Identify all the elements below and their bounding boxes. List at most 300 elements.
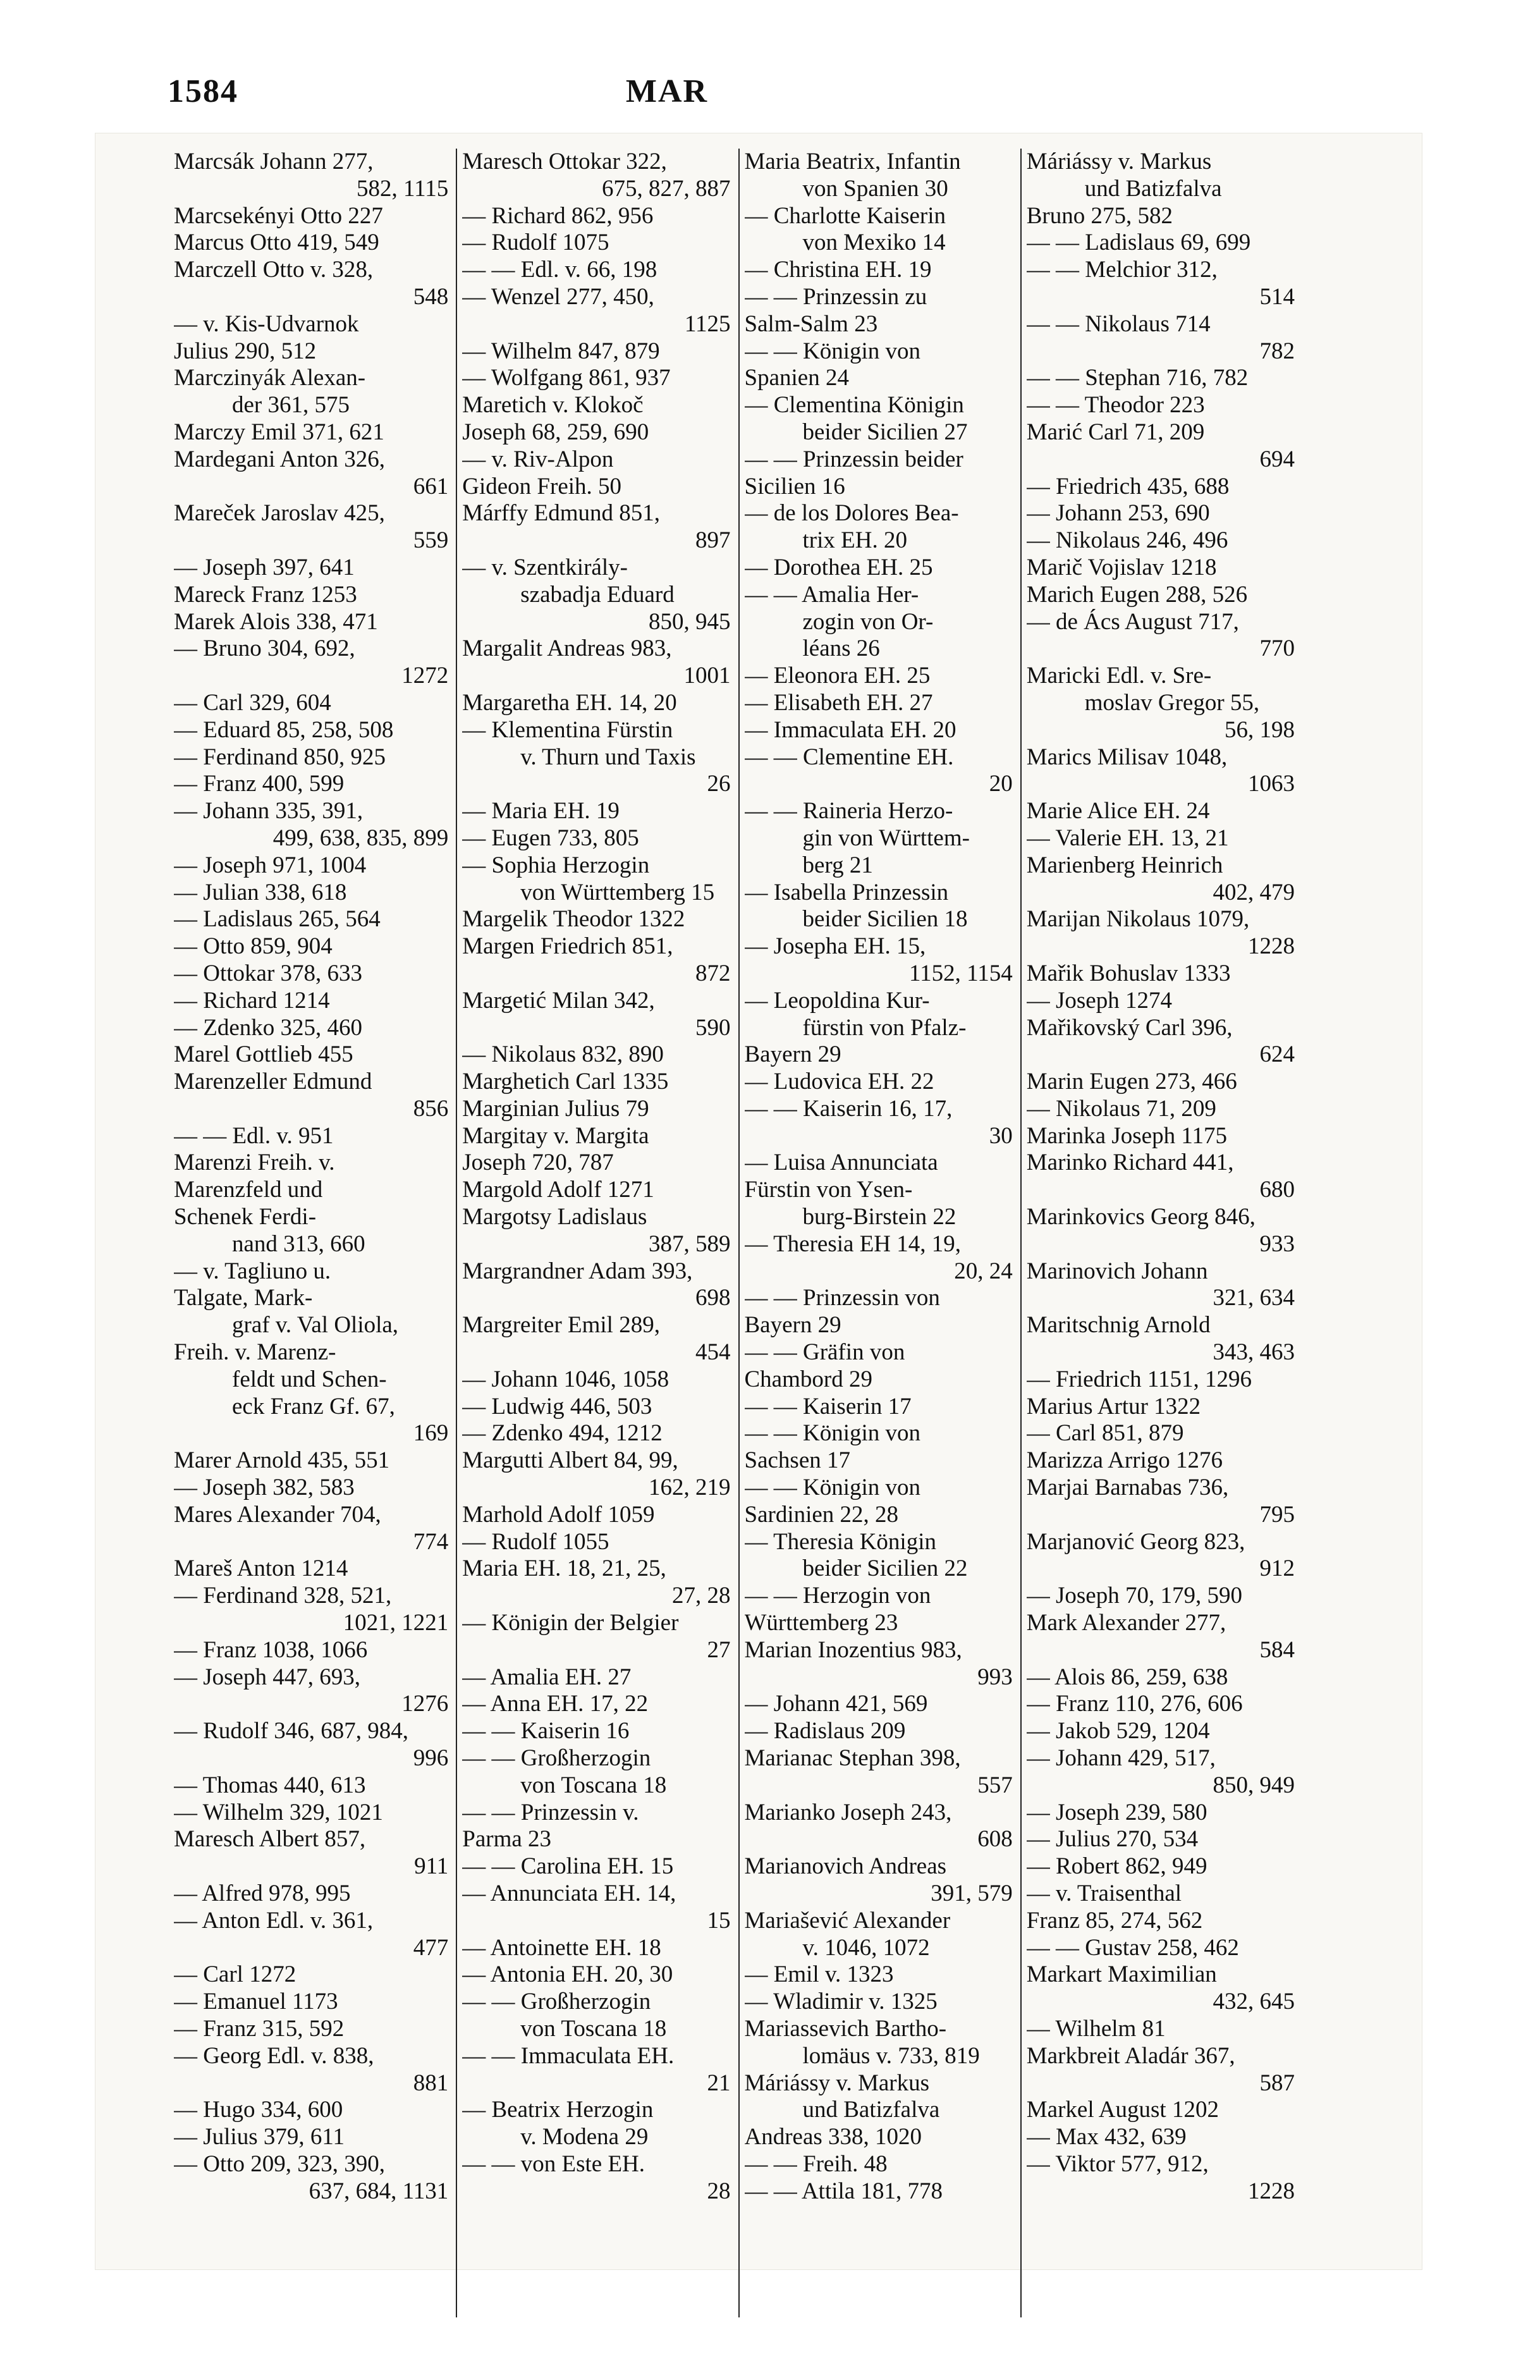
index-entry: 26 bbox=[707, 771, 731, 797]
index-entry: — Joseph 382, 583 bbox=[174, 1475, 355, 1501]
index-entry: 582, 1115 bbox=[356, 175, 449, 202]
index-entry: — — Immaculata EH. bbox=[462, 2042, 675, 2069]
index-entry: — — Gräfin von bbox=[744, 1339, 905, 1366]
index-entry: Maria Beatrix, Infantin bbox=[744, 149, 961, 175]
index-entry: — Carl 329, 604 bbox=[174, 689, 331, 716]
index-entry: Marenzeller Edmund bbox=[174, 1069, 372, 1095]
index-entry: — Wolfgang 861, 937 bbox=[462, 365, 671, 391]
index-entry: Marel Gottlieb 455 bbox=[174, 1041, 353, 1068]
index-entry: 20 bbox=[989, 771, 1013, 797]
index-entry: — Radislaus 209 bbox=[744, 1718, 906, 1745]
index-entry: von Württemberg 15 bbox=[520, 879, 715, 905]
index-entry: berg 21 bbox=[802, 852, 873, 878]
index-entry: Marius Artur 1322 bbox=[1026, 1393, 1201, 1420]
index-entry: 637, 684, 1131 bbox=[309, 2178, 449, 2204]
index-entry: — Wenzel 277, 450, bbox=[462, 283, 654, 310]
page-header bbox=[168, 66, 1166, 117]
index-entry: — — Prinzessin zu bbox=[744, 283, 927, 310]
index-entry: Margetić Milan 342, bbox=[462, 987, 655, 1014]
index-entry: Marinka Joseph 1175 bbox=[1026, 1122, 1227, 1149]
index-entry: 912 bbox=[1259, 1555, 1295, 1582]
index-entry: Fürstin von Ysen- bbox=[744, 1177, 913, 1203]
index-entry: — Charlotte Kaiserin bbox=[744, 202, 946, 229]
index-entry: — Antonia EH. 20, 30 bbox=[462, 1961, 673, 1988]
index-entry: — Anna EH. 17, 22 bbox=[462, 1691, 649, 1717]
index-entry: beider Sicilien 18 bbox=[802, 906, 968, 933]
index-entry: Marin Eugen 273, 466 bbox=[1026, 1069, 1237, 1095]
index-entry: Mareck Franz 1253 bbox=[174, 581, 357, 608]
index-entry: von Toscana 18 bbox=[520, 1772, 667, 1798]
index-entry: der 361, 575 bbox=[232, 392, 350, 419]
index-entry: — — Kaiserin 16 bbox=[462, 1718, 630, 1745]
index-entry: Marics Milisav 1048, bbox=[1026, 744, 1228, 770]
index-entry: Margen Friedrich 851, bbox=[462, 933, 673, 960]
index-entry: 770 bbox=[1259, 635, 1295, 662]
index-entry: Maresch Ottokar 322, bbox=[462, 149, 667, 175]
index-entry: 432, 645 bbox=[1213, 1989, 1295, 2015]
index-entry: Bayern 29 bbox=[744, 1312, 841, 1339]
index-entry: — Friedrich 1151, 1296 bbox=[1026, 1366, 1252, 1392]
index-entry: 387, 589 bbox=[649, 1230, 731, 1257]
index-entry: zogin von Or- bbox=[802, 608, 934, 635]
index-entry: 881 bbox=[413, 2070, 449, 2096]
index-entry: — — Königin von bbox=[744, 338, 921, 364]
index-entry: — Julius 379, 611 bbox=[174, 2124, 345, 2150]
index-entry: szabadja Eduard bbox=[520, 581, 675, 608]
index-entry: 162, 219 bbox=[649, 1475, 731, 1501]
index-entry: — — Edl. v. 66, 198 bbox=[462, 257, 657, 283]
index-entry: Marghetich Carl 1335 bbox=[462, 1069, 669, 1095]
index-entry: — Joseph 397, 641 bbox=[174, 554, 355, 580]
index-entry: beider Sicilien 27 bbox=[802, 419, 968, 445]
index-entry: 993 bbox=[977, 1664, 1013, 1690]
index-entry: Margotsy Ladislaus bbox=[462, 1204, 647, 1230]
index-entry: — Max 432, 639 bbox=[1026, 2124, 1187, 2150]
index-entry: léans 26 bbox=[802, 635, 880, 662]
index-entry: 587 bbox=[1259, 2070, 1295, 2096]
index-entry: — Isabella Prinzessin bbox=[744, 879, 949, 905]
index-entry: Bayern 29 bbox=[744, 1041, 841, 1068]
index-entry: Bruno 275, 582 bbox=[1026, 202, 1173, 229]
index-entry: fürstin von Pfalz- bbox=[802, 1014, 967, 1041]
index-entry: Margold Adolf 1271 bbox=[462, 1177, 654, 1203]
index-entry: 28 bbox=[707, 2178, 731, 2204]
index-entry: 996 bbox=[413, 1745, 449, 1772]
index-entry: Marjanović Georg 823, bbox=[1026, 1528, 1245, 1555]
index-entry: Maricki Edl. v. Sre- bbox=[1026, 663, 1212, 689]
index-entry: 559 bbox=[413, 527, 449, 554]
index-entry: — — Freih. 48 bbox=[744, 2150, 888, 2177]
index-entry: Maritschnig Arnold bbox=[1026, 1312, 1211, 1339]
index-entry: Sicilien 16 bbox=[744, 473, 845, 500]
index-entry: — Johann 421, 569 bbox=[744, 1691, 928, 1717]
index-entry: — Elisabeth EH. 27 bbox=[744, 689, 933, 716]
index-entry: 557 bbox=[977, 1772, 1013, 1798]
index-entry: 15 bbox=[707, 1907, 731, 1934]
index-entry: 661 bbox=[413, 473, 449, 500]
index-entry: — Eduard 85, 258, 508 bbox=[174, 716, 394, 743]
index-entry: Margutti Albert 84, 99, bbox=[462, 1447, 678, 1474]
index-entry: nand 313, 660 bbox=[232, 1230, 365, 1257]
index-entry: — Valerie EH. 13, 21 bbox=[1026, 825, 1229, 851]
index-entry: — Johann 429, 517, bbox=[1026, 1745, 1216, 1772]
index-entry: 933 bbox=[1259, 1230, 1295, 1257]
index-entry: 872 bbox=[695, 960, 731, 986]
index-entry: — Eleonora EH. 25 bbox=[744, 663, 931, 689]
index-entry: 911 bbox=[414, 1853, 449, 1880]
index-entry: 21 bbox=[707, 2070, 731, 2096]
index-entry: 850, 945 bbox=[649, 608, 731, 635]
index-entry: — — Königin von bbox=[744, 1420, 921, 1447]
index-entry: 1272 bbox=[401, 663, 449, 689]
index-entry: Maretich v. Klokoč bbox=[462, 392, 644, 419]
index-entry: lomäus v. 733, 819 bbox=[802, 2042, 980, 2069]
index-entry: — Ferdinand 328, 521, bbox=[174, 1583, 392, 1609]
index-entry: — Rudolf 1075 bbox=[462, 230, 609, 256]
index-entry: Parma 23 bbox=[462, 1826, 552, 1853]
index-entry: — Amalia EH. 27 bbox=[462, 1664, 632, 1690]
index-entry: Marich Eugen 288, 526 bbox=[1026, 581, 1248, 608]
index-entry: — v. Kis-Udvarnok bbox=[174, 310, 359, 337]
index-entry: 624 bbox=[1259, 1041, 1295, 1068]
index-entry: Marič Vojislav 1218 bbox=[1026, 554, 1217, 580]
index-entry: — — Kaiserin 16, 17, bbox=[744, 1095, 953, 1122]
index-entry: Máriássy v. Markus bbox=[744, 2070, 930, 2096]
index-entry: — Nikolaus 246, 496 bbox=[1026, 527, 1228, 554]
index-entry: 1228 bbox=[1248, 933, 1295, 960]
index-entry: feldt und Schen- bbox=[232, 1366, 387, 1392]
index-entry: von Toscana 18 bbox=[520, 2015, 667, 2042]
index-entry: — Jakob 529, 1204 bbox=[1026, 1718, 1210, 1745]
index-entry: Margitay v. Margita bbox=[462, 1122, 649, 1149]
index-entry: 169 bbox=[413, 1420, 449, 1447]
index-columns bbox=[174, 149, 1302, 2317]
index-entry: — Clementina Königin bbox=[744, 392, 964, 419]
index-entry: Mardegani Anton 326, bbox=[174, 446, 385, 472]
index-entry: — Viktor 577, 912, bbox=[1026, 2150, 1209, 2177]
index-entry: — — Stephan 716, 782 bbox=[1026, 365, 1249, 391]
index-entry: — Immaculata EH. 20 bbox=[744, 716, 956, 743]
index-entry: Maria EH. 18, 21, 25, bbox=[462, 1555, 666, 1582]
index-entry: Marizza Arrigo 1276 bbox=[1026, 1447, 1223, 1474]
index-entry: v. 1046, 1072 bbox=[802, 1934, 930, 1961]
index-entry: trix EH. 20 bbox=[802, 527, 907, 554]
index-entry: 343, 463 bbox=[1213, 1339, 1295, 1366]
index-entry: — Ludovica EH. 22 bbox=[744, 1069, 934, 1095]
index-entry: Margelik Theodor 1322 bbox=[462, 906, 685, 933]
index-entry: — — Prinzessin beider bbox=[744, 446, 963, 472]
index-entry: — Ferdinand 850, 925 bbox=[174, 744, 386, 770]
index-entry: — Rudolf 346, 687, 984, bbox=[174, 1718, 409, 1745]
index-entry: — Ottokar 378, 633 bbox=[174, 960, 363, 986]
index-entry: Sachsen 17 bbox=[744, 1447, 850, 1474]
index-entry: Gideon Freih. 50 bbox=[462, 473, 622, 500]
index-entry: Marcus Otto 419, 549 bbox=[174, 230, 379, 256]
index-column-1 bbox=[174, 149, 456, 2317]
index-entry: — Carl 1272 bbox=[174, 1961, 296, 1988]
index-entry: 584 bbox=[1259, 1636, 1295, 1663]
index-entry: und Batizfalva bbox=[802, 2097, 940, 2123]
index-entry: Mariašević Alexander bbox=[744, 1907, 951, 1934]
index-entry: 795 bbox=[1259, 1501, 1295, 1528]
index-entry: — Alois 86, 259, 638 bbox=[1026, 1664, 1228, 1690]
index-entry: — Johann 1046, 1058 bbox=[462, 1366, 669, 1392]
index-entry: 590 bbox=[695, 1014, 731, 1041]
index-entry: — Robert 862, 949 bbox=[1026, 1853, 1207, 1880]
index-entry: Mariassevich Bartho- bbox=[744, 2015, 947, 2042]
index-entry: 1125 bbox=[684, 310, 731, 337]
index-entry: Márffy Edmund 851, bbox=[462, 500, 660, 527]
index-entry: burg-Birstein 22 bbox=[802, 1204, 956, 1230]
index-entry: Marcsák Johann 277, bbox=[174, 149, 374, 175]
index-entry: Marianko Joseph 243, bbox=[744, 1799, 952, 1825]
index-entry: Spanien 24 bbox=[744, 365, 849, 391]
index-entry: Salm-Salm 23 bbox=[744, 310, 878, 337]
index-entry: — Julius 270, 534 bbox=[1026, 1826, 1199, 1853]
index-entry: Marhold Adolf 1059 bbox=[462, 1501, 655, 1528]
index-entry: — — Kaiserin 17 bbox=[744, 1393, 912, 1420]
index-entry: — — Amalia Her- bbox=[744, 581, 919, 608]
index-entry: Máriássy v. Markus bbox=[1026, 149, 1212, 175]
index-entry: — v. Szentkirály- bbox=[462, 554, 628, 580]
index-entry: — Josepha EH. 15, bbox=[744, 933, 926, 960]
index-entry: — Franz 110, 276, 606 bbox=[1026, 1691, 1243, 1717]
index-entry: Chambord 29 bbox=[744, 1366, 872, 1392]
index-column-4 bbox=[1020, 149, 1302, 2317]
index-entry: — Klementina Fürstin bbox=[462, 716, 673, 743]
index-entry: 499, 638, 835, 899 bbox=[272, 825, 449, 851]
index-entry: eck Franz Gf. 67, bbox=[232, 1393, 395, 1420]
index-entry: 27, 28 bbox=[672, 1583, 731, 1609]
index-entry: — Franz 1038, 1066 bbox=[174, 1636, 368, 1663]
index-entry: Marcsekényi Otto 227 bbox=[174, 202, 383, 229]
index-entry: Marinkovics Georg 846, bbox=[1026, 1204, 1256, 1230]
index-entry: Marie Alice EH. 24 bbox=[1026, 798, 1210, 825]
index-entry: — Johann 253, 690 bbox=[1026, 500, 1210, 527]
index-entry: 402, 479 bbox=[1213, 879, 1295, 905]
index-entry: Marjai Barnabas 736, bbox=[1026, 1475, 1229, 1501]
index-entry: 698 bbox=[695, 1285, 731, 1311]
index-entry: 774 bbox=[413, 1528, 449, 1555]
index-entry: Margaretha EH. 14, 20 bbox=[462, 689, 677, 716]
index-entry: — v. Tagliuno u. bbox=[174, 1258, 331, 1284]
index-entry: 27 bbox=[707, 1636, 731, 1663]
index-entry: Marianovich Andreas bbox=[744, 1853, 947, 1880]
index-entry: — — Edl. v. 951 bbox=[174, 1122, 334, 1149]
index-entry: 608 bbox=[977, 1826, 1013, 1853]
index-entry: — Antoinette EH. 18 bbox=[462, 1934, 661, 1961]
index-entry: Julius 290, 512 bbox=[174, 338, 317, 364]
index-entry: — Ludwig 446, 503 bbox=[462, 1393, 652, 1420]
index-entry: moslav Gregor 55, bbox=[1084, 689, 1260, 716]
index-entry: Mares Alexander 704, bbox=[174, 1501, 381, 1528]
index-entry: Andreas 338, 1020 bbox=[744, 2124, 922, 2150]
index-entry: Franz 85, 274, 562 bbox=[1026, 1907, 1203, 1934]
index-entry: v. Thurn und Taxis bbox=[520, 744, 696, 770]
index-entry: — — Raineria Herzo- bbox=[744, 798, 953, 825]
index-entry: — Rudolf 1055 bbox=[462, 1528, 609, 1555]
index-entry: — v. Traisenthal bbox=[1026, 1880, 1182, 1906]
index-column-3 bbox=[738, 149, 1020, 2317]
index-entry: — Theresia Königin bbox=[744, 1528, 936, 1555]
index-entry: Joseph 68, 259, 690 bbox=[462, 419, 649, 445]
index-entry: — Franz 400, 599 bbox=[174, 771, 345, 797]
index-entry: — — Ladislaus 69, 699 bbox=[1026, 230, 1251, 256]
index-entry: — Bruno 304, 692, bbox=[174, 635, 355, 662]
index-entry: — v. Riv-Alpon bbox=[462, 446, 614, 472]
index-entry: Marian Inozentius 983, bbox=[744, 1636, 962, 1663]
index-entry: Mařik Bohuslav 1333 bbox=[1026, 960, 1231, 986]
index-entry: — Johann 335, 391, bbox=[174, 798, 364, 825]
index-entry: 675, 827, 887 bbox=[602, 175, 731, 202]
index-entry: — — Prinzessin von bbox=[744, 1285, 940, 1311]
index-entry: — de los Dolores Bea- bbox=[744, 500, 959, 527]
index-entry: — — Prinzessin v. bbox=[462, 1799, 639, 1825]
index-entry: 1063 bbox=[1248, 771, 1295, 797]
index-entry: — — Clementine EH. bbox=[744, 744, 954, 770]
index-entry: 477 bbox=[413, 1934, 449, 1961]
index-entry: — Annunciata EH. 14, bbox=[462, 1880, 676, 1906]
index-entry: — Joseph 971, 1004 bbox=[174, 852, 367, 878]
index-entry: 856 bbox=[413, 1095, 449, 1122]
index-entry: — Richard 862, 956 bbox=[462, 202, 654, 229]
index-entry: gin von Württem- bbox=[802, 825, 970, 851]
index-entry: — Sophia Herzogin bbox=[462, 852, 650, 878]
index-entry: Margreiter Emil 289, bbox=[462, 1312, 660, 1339]
index-entry: 514 bbox=[1259, 283, 1295, 310]
index-entry: — Zdenko 494, 1212 bbox=[462, 1420, 663, 1447]
index-entry: — Otto 209, 323, 390, bbox=[174, 2150, 386, 2177]
index-entry: — Christina EH. 19 bbox=[744, 257, 932, 283]
index-entry: 30 bbox=[989, 1122, 1013, 1149]
index-entry: 694 bbox=[1259, 446, 1295, 472]
index-entry: Marinko Richard 441, bbox=[1026, 1150, 1234, 1176]
index-entry: — — Großherzogin bbox=[462, 1989, 651, 2015]
page-number: 1584 bbox=[168, 73, 238, 109]
index-entry: 321, 634 bbox=[1213, 1285, 1295, 1311]
index-entry: Mareš Anton 1214 bbox=[174, 1555, 348, 1582]
index-entry: 548 bbox=[413, 283, 449, 310]
index-entry: Marczell Otto v. 328, bbox=[174, 257, 374, 283]
index-entry: Mařikovský Carl 396, bbox=[1026, 1014, 1233, 1041]
index-entry: — Otto 859, 904 bbox=[174, 933, 333, 960]
index-entry: — Zdenko 325, 460 bbox=[174, 1014, 363, 1041]
index-entry: — Emil v. 1323 bbox=[744, 1961, 894, 1988]
index-entry: Marić Carl 71, 209 bbox=[1026, 419, 1205, 445]
index-entry: — — Attila 181, 778 bbox=[744, 2178, 943, 2204]
index-entry: Marczy Emil 371, 621 bbox=[174, 419, 384, 445]
index-entry: 680 bbox=[1259, 1177, 1295, 1203]
index-entry: Marijan Nikolaus 1079, bbox=[1026, 906, 1250, 933]
index-entry: — Joseph 447, 693, bbox=[174, 1664, 360, 1690]
index-entry: — Alfred 978, 995 bbox=[174, 1880, 351, 1906]
index-entry: Marinovich Johann bbox=[1026, 1258, 1208, 1284]
index-entry: Talgate, Mark- bbox=[174, 1285, 313, 1311]
index-entry: — Wilhelm 81 bbox=[1026, 2015, 1166, 2042]
index-entry: 850, 949 bbox=[1213, 1772, 1295, 1798]
index-entry: — Friedrich 435, 688 bbox=[1026, 473, 1230, 500]
index-entry: — Beatrix Herzogin bbox=[462, 2097, 654, 2123]
index-entry: — Ladislaus 265, 564 bbox=[174, 906, 381, 933]
index-entry: — Emanuel 1173 bbox=[174, 1989, 338, 2015]
index-entry: Margalit Andreas 983, bbox=[462, 635, 672, 662]
index-entry: — Wilhelm 847, 879 bbox=[462, 338, 660, 364]
index-entry: Mark Alexander 277, bbox=[1026, 1610, 1226, 1636]
index-entry: Markel August 1202 bbox=[1026, 2097, 1219, 2123]
index-entry: Joseph 720, 787 bbox=[462, 1150, 614, 1176]
index-entry: und Batizfalva bbox=[1084, 175, 1222, 202]
index-entry: 782 bbox=[1259, 338, 1295, 364]
index-entry: Freih. v. Marenz- bbox=[174, 1339, 336, 1366]
index-entry: graf v. Val Oliola, bbox=[232, 1312, 399, 1339]
index-entry: 454 bbox=[695, 1339, 731, 1366]
index-entry: Marianac Stephan 398, bbox=[744, 1745, 961, 1772]
index-entry: 1021, 1221 bbox=[343, 1610, 449, 1636]
index-entry: — Hugo 334, 600 bbox=[174, 2097, 343, 2123]
index-entry: — Joseph 1274 bbox=[1026, 987, 1172, 1014]
index-entry: von Mexiko 14 bbox=[802, 230, 946, 256]
index-entry: Sardinien 22, 28 bbox=[744, 1501, 899, 1528]
index-entry: — Dorothea EH. 25 bbox=[744, 554, 933, 580]
index-entry: v. Modena 29 bbox=[520, 2124, 649, 2150]
index-entry: 391, 579 bbox=[931, 1880, 1013, 1906]
index-entry: von Spanien 30 bbox=[802, 175, 948, 202]
index-entry: — Eugen 733, 805 bbox=[462, 825, 639, 851]
index-entry: 897 bbox=[695, 527, 731, 554]
index-entry: — Joseph 239, 580 bbox=[1026, 1799, 1207, 1825]
index-entry: — Anton Edl. v. 361, bbox=[174, 1907, 374, 1934]
index-entry: Marek Alois 338, 471 bbox=[174, 608, 378, 635]
index-entry: — — Nikolaus 714 bbox=[1026, 310, 1211, 337]
index-column-2 bbox=[456, 149, 738, 2317]
index-entry: — Theresia EH 14, 19, bbox=[744, 1230, 962, 1257]
index-entry: — Nikolaus 832, 890 bbox=[462, 1041, 664, 1068]
index-entry: — — Gustav 258, 462 bbox=[1026, 1934, 1239, 1961]
index-entry: — Thomas 440, 613 bbox=[174, 1772, 366, 1798]
index-entry: 1276 bbox=[401, 1691, 449, 1717]
index-entry: Markart Maximilian bbox=[1026, 1961, 1217, 1988]
index-entry: 1001 bbox=[683, 663, 731, 689]
index-entry: beider Sicilien 22 bbox=[802, 1555, 968, 1582]
index-entry: — — Großherzogin bbox=[462, 1745, 651, 1772]
index-entry: — Luisa Annunciata bbox=[744, 1150, 938, 1176]
index-entry: Margrandner Adam 393, bbox=[462, 1258, 693, 1284]
index-entry: — Richard 1214 bbox=[174, 987, 330, 1014]
index-entry: — Königin der Belgier bbox=[462, 1610, 679, 1636]
index-entry: Marczinyák Alexan- bbox=[174, 365, 366, 391]
index-entry: 20, 24 bbox=[954, 1258, 1013, 1284]
index-entry: — Leopoldina Kur- bbox=[744, 987, 930, 1014]
index-entry: Marer Arnold 435, 551 bbox=[174, 1447, 390, 1474]
index-entry: 56, 198 bbox=[1225, 716, 1295, 743]
index-entry: Schenek Ferdi- bbox=[174, 1204, 317, 1230]
index-entry: — Carl 851, 879 bbox=[1026, 1420, 1184, 1447]
index-entry: Marenzfeld und bbox=[174, 1177, 323, 1203]
index-entry: — — Melchior 312, bbox=[1026, 257, 1218, 283]
index-entry: — Julian 338, 618 bbox=[174, 879, 347, 905]
index-entry: Marenzi Freih. v. bbox=[174, 1150, 335, 1176]
index-entry: Marginian Julius 79 bbox=[462, 1095, 649, 1122]
index-entry: — Wilhelm 329, 1021 bbox=[174, 1799, 383, 1825]
index-entry: Mareček Jaroslav 425, bbox=[174, 500, 385, 527]
index-entry: — Wladimir v. 1325 bbox=[744, 1989, 938, 2015]
index-entry: — Franz 315, 592 bbox=[174, 2015, 345, 2042]
index-entry: Württemberg 23 bbox=[744, 1610, 898, 1636]
index-entry: — — Herzogin von bbox=[744, 1583, 931, 1609]
index-entry: Maresch Albert 857, bbox=[174, 1826, 366, 1853]
index-entry: — Maria EH. 19 bbox=[462, 798, 620, 825]
index-entry: — — von Este EH. bbox=[462, 2150, 645, 2177]
